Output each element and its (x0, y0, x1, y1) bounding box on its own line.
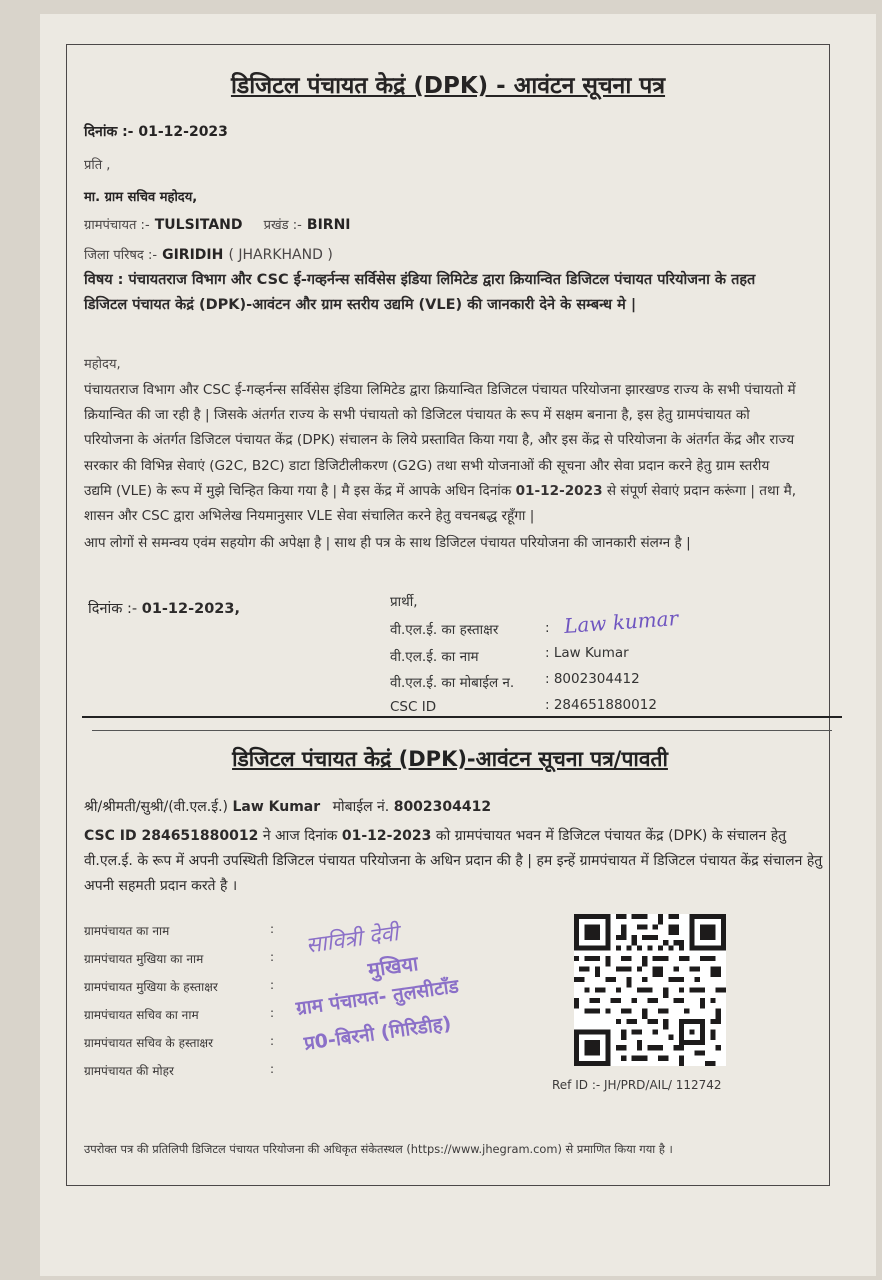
vle-mobile-label: वी.एल.ई. का मोबाईल न. (390, 675, 515, 691)
colon-5: : (270, 1034, 275, 1048)
vle-sign-label: वी.एल.ई. का हस्ताक्षर (390, 622, 499, 638)
colon-3: : (270, 978, 275, 992)
stamp-gram-panchayat: ग्राम पंचायत- तुलसीटाँड (294, 975, 460, 1020)
footer-note: उपरोक्त पत्र की प्रतिलिपी डिजिटल पंचायत परियोजना की अधिकृत संकेतस्थल (https://www.jhegram.com) से प्रमाणित किया गया है । (84, 1142, 673, 1156)
body-date: 01-12-2023 (515, 482, 603, 499)
receipt-title: डिजिटल पंचायत केद्रं (DPK)-आवंटन सूचना पत्र/पावती (232, 747, 668, 771)
receipt-mobile-label: मोबाईल नं. (332, 799, 390, 815)
colon-1: : (270, 922, 275, 936)
addressee: मा. ग्राम सचिव महोदय, (84, 190, 198, 205)
receipt-date: 01-12-2023 (341, 828, 432, 844)
district-label: जिला परिषद :- (84, 248, 158, 263)
vle-name-value: : Law Kumar (545, 645, 629, 661)
receipt-text-b: को ग्रामपंचायत भवन में डिजिटल पंचायत केंद्र (DPK) के संचालन हेतु वी.एल.ई. के रूप में अपनी उपस्थिती डिजिटल पंचायत परियोजना के अधिन प्रदान की है | हम इन्हें ग्रामपंचायत में डिजिटल पंचायत केंद्र संचालन हेतु अपनी सहमती प्रदान करते है । (84, 828, 823, 894)
label-panchayat-seal: ग्रामपंचायत की मोहर (84, 1064, 174, 1078)
label-mukhiya-sign: ग्रामपंचायत मुखिया के हस्ताक्षर (84, 980, 218, 994)
vle-signature: Law kumar (563, 606, 679, 638)
qr-code (574, 914, 726, 1066)
body-paragraph-1 (84, 378, 800, 529)
reference-id: Ref ID :- JH/PRD/AIL/ 112742 (552, 1078, 722, 1092)
panchayat-line (84, 214, 351, 233)
csc-label: CSC ID (390, 699, 437, 715)
block-value: BIRNI (306, 217, 351, 233)
mukhiya-signature: सावित्री देवी (304, 921, 400, 959)
qr-graphic (574, 914, 726, 1066)
colon-2: : (270, 950, 275, 964)
label-mukhiya-name: ग्रामपंचायत मुखिया का नाम (84, 952, 204, 966)
receipt-paragraph (84, 824, 836, 899)
district-line (84, 244, 333, 263)
receipt-vle-name: Law Kumar (232, 799, 321, 815)
csc-value: : 284651880012 (545, 697, 657, 713)
sign-date (88, 598, 240, 618)
label-secretary-sign: ग्रामपंचायत सचिव के हस्ताक्षर (84, 1036, 214, 1050)
vle-mobile-value: : 8002304412 (545, 671, 640, 687)
receipt-vle-line (84, 797, 491, 816)
receipt-csc-id: CSC ID 284651880012 (84, 828, 259, 844)
block-label: प्रखंड :- (263, 218, 302, 233)
sign-date-label: दिनांक :- (88, 601, 138, 617)
label-panchayat-name: ग्रामपंचायत का नाम (84, 924, 170, 938)
letter-subject: विषय : पंचायतराज विभाग और CSC ई-गव्हर्नन्स सर्विसेस इंडिया लिमिटेड द्वारा क्रियान्वित डिजिटल पंचायत परियोजना के तहत डिजिटल पंचायत केद्रं (DPK)-आवंटन और ग्राम स्तरीय उद्यमि (VLE) की जानकारी देने के सम्बन्ध मे | (84, 272, 756, 313)
letter-salutation: महोदय, (84, 357, 121, 372)
state-value: ( JHARKHAND ) (228, 247, 333, 263)
district-value: GIRIDIH (162, 247, 224, 263)
vle-sign-colon: : (545, 620, 550, 636)
letter-date: दिनांक :- 01-12-2023 (84, 124, 228, 140)
receipt-mobile: 8002304412 (393, 799, 492, 815)
panchayat-label: ग्रामपंचायत :- (84, 218, 150, 233)
stamp-block: प्र0-बिरनी (गिरिडीह) (302, 1012, 453, 1055)
applicant-label: प्रार्थी, (390, 594, 418, 610)
letter-body (84, 378, 800, 556)
sign-date-value: 01-12-2023, (141, 601, 240, 617)
colon-6: : (270, 1062, 275, 1076)
body-text-1: पंचायतराज विभाग और CSC ई-गव्हर्नन्स सर्विसेस इंडिया लिमिटेड द्वारा क्रियान्वित डिजिटल पंचायत परियोजना झारखण्ड राज्य के सभी पंचायतो में क्रियान्वित की जा रही है | जिसके अंतर्गत राज्य के सभी पंचायतो को डिजिटल पंचायत के रूप में सक्षम बनाना है, इस हेतु ग्रामपंचायत को परियोजना के अंतर्गत डिजिटल पंचायत केंद्र (DPK) संचालन के लिये प्रस्तावित किया गया है, और इस केंद्र से परियोजना के अंतर्गत केंद्र और राज्य सरकार की विभिन्न सेवाएं (G2C, B2C) डाटा डिजिटीलीकरण (G2G) तथा सभी योजनाओं की सूचना और सेवा प्रदान करने हेतु ग्राम स्तरीय उद्यमि (VLE) के रूप में मुझे चिन्हित किया गया है | मै इस केंद्र में आपके अधिन दिनांक (84, 382, 796, 499)
label-secretary-name: ग्रामपंचायत सचिव का नाम (84, 1008, 199, 1022)
body-paragraph-2: आप लोगों से समन्वय एवंम सहयोग की अपेक्षा है | साथ ही पत्र के साथ डिजिटल पंचायत परियोजना की जानकारी संलग्न है | (84, 535, 691, 552)
salutation-to: प्रति , (84, 158, 111, 173)
panchayat-value: TULSITAND (154, 217, 243, 233)
letter-title: डिजिटल पंचायत केद्रं (DPK) - आवंटन सूचना पत्र (230, 73, 666, 99)
receipt-prefix: श्री/श्रीमती/सुश्री/(वी.एल.ई.) (84, 799, 228, 815)
receipt-text-a: ने आज दिनांक (262, 828, 338, 844)
body-text-2: से संपूर्ण सेवाएं प्रदान करूंगा | तथा मै, शासन और CSC द्वारा अभिलेख नियमानुसार VLE सेवा संचालित करने हेतु वचनबद्ध रहूँगा | (84, 482, 797, 525)
vle-name-label: वी.एल.ई. का नाम (390, 649, 479, 665)
divider-line (82, 716, 842, 718)
colon-4: : (270, 1006, 275, 1020)
stamp-mukhiya: मुखिया (366, 951, 420, 982)
divider-line-2 (92, 730, 832, 731)
